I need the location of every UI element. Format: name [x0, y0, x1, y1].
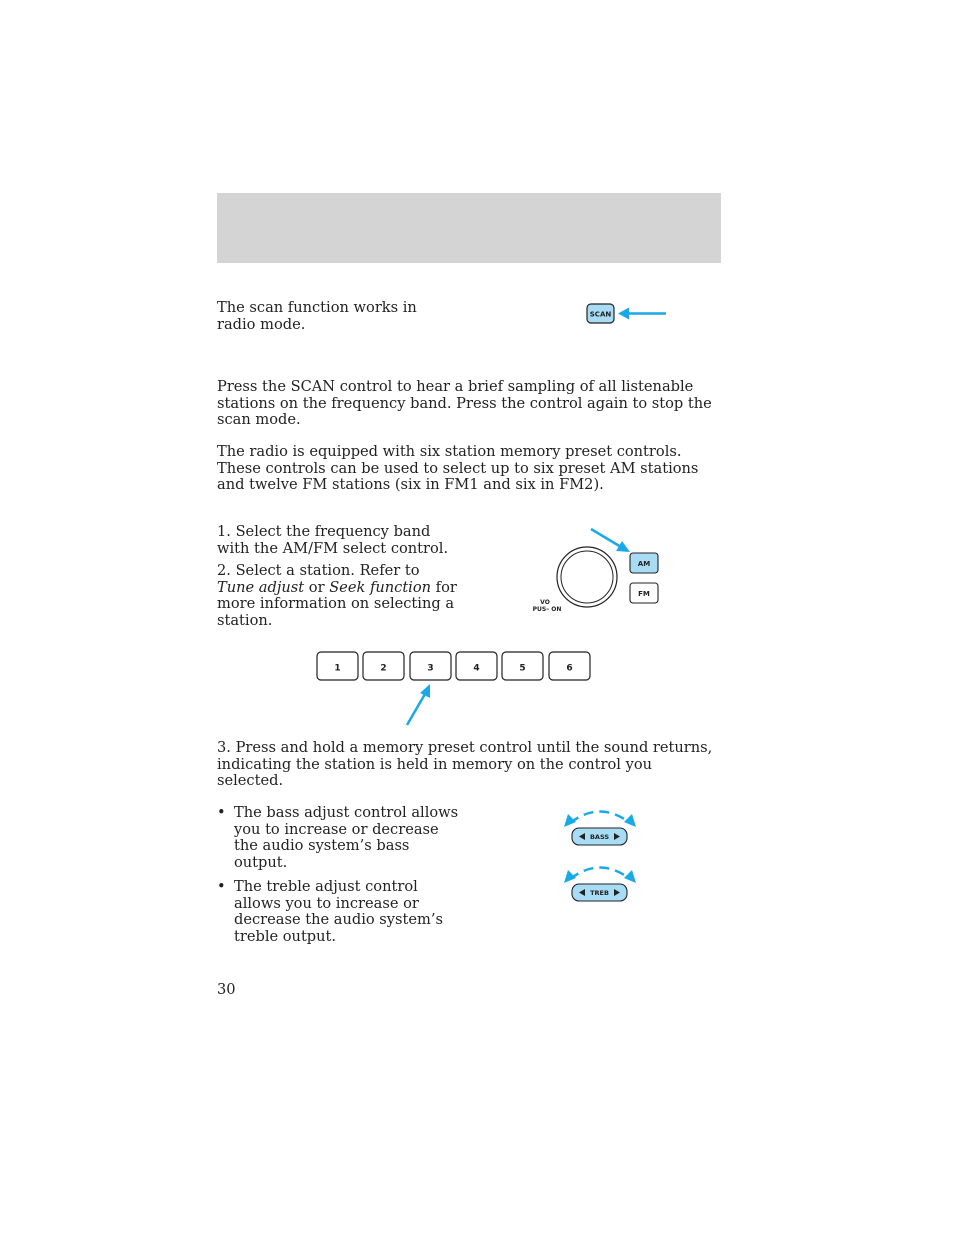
scan-button-label: SCAN — [589, 310, 612, 319]
presets-intro: The radio is equipped with six station memory preset controls. These controls can be used to select up to six preset AM stations and twelve FM stations (six in FM1 and six in FM2). — [217, 443, 699, 493]
preset-button-1 — [317, 652, 358, 680]
step-2 — [217, 563, 457, 629]
treble-button-label: TREB — [590, 889, 609, 897]
treble-control-figure — [560, 861, 640, 906]
tune-adjust-reference: Tune adjust — [217, 578, 305, 596]
arc-arrowhead-left — [564, 814, 576, 827]
arc-arrowhead-left — [564, 870, 576, 883]
adjust-arc — [570, 812, 630, 824]
tone-controls-list — [217, 805, 467, 945]
pointer-arrow — [407, 694, 425, 725]
scan-button-figure — [580, 300, 675, 330]
step-2-or: or — [304, 578, 330, 596]
preset-button-5 — [502, 652, 543, 680]
preset-button-3 — [410, 652, 451, 680]
pointer-arrowhead — [618, 308, 629, 320]
preset-button-3-label: 3 — [427, 663, 434, 674]
preset-button-6-label: 6 — [566, 663, 573, 674]
preset-button-4-label: 4 — [473, 663, 480, 674]
volume-label-line2: PUS– ON — [532, 606, 562, 613]
step-3: 3. Press and hold a memory preset control until the sound returns, indicating the station is held in memory on the control you selected. — [217, 739, 713, 789]
fm-button-label: FM — [638, 590, 650, 598]
preset-button-4 — [456, 652, 497, 680]
scan-instructions: Press the SCAN control to hear a brief sampling of all listenable stations on the frequency band. Press the control again to stop the scan mode. — [217, 378, 712, 428]
section-header-band — [217, 193, 721, 263]
preset-button-2-label: 2 — [380, 663, 387, 674]
volume-knob-outer — [557, 547, 617, 607]
step-1: 1. Select the frequency band with the AM/FM select control. — [217, 523, 449, 557]
bass-bullet: • The bass adjust control allows you to increase or decrease the audio system’s bass output. — [217, 805, 467, 871]
volume-knob-inner — [561, 551, 613, 603]
arc-arrowhead-right — [624, 870, 636, 883]
adjust-arc — [570, 868, 630, 880]
treble-bullet: • The treble adjust control allows you to increase or decrease the audio system’s treble output. — [217, 879, 467, 945]
preset-button-5-label: 5 — [519, 663, 526, 674]
scan-description: The scan function works in radio mode. — [217, 299, 417, 333]
am-button-label: AM — [637, 560, 651, 568]
preset-button-2 — [363, 652, 404, 680]
bass-button-label: BASS — [589, 833, 610, 841]
volume-label-line1: VO — [540, 599, 550, 606]
page-number: 30 — [217, 981, 236, 998]
preset-buttons-figure — [310, 648, 600, 730]
pointer-arrow — [591, 529, 621, 547]
arc-arrowhead-right — [624, 814, 636, 827]
step-2-suffix: for more information on selecting a station. — [217, 578, 457, 629]
step-2-prefix: 2. Select a station. Refer to — [217, 562, 420, 579]
seek-function-reference: Seek function — [329, 578, 432, 596]
preset-button-6 — [549, 652, 590, 680]
preset-button-1-label: 1 — [334, 663, 341, 674]
am-fm-control-figure — [525, 522, 665, 617]
bass-control-figure — [560, 805, 640, 850]
